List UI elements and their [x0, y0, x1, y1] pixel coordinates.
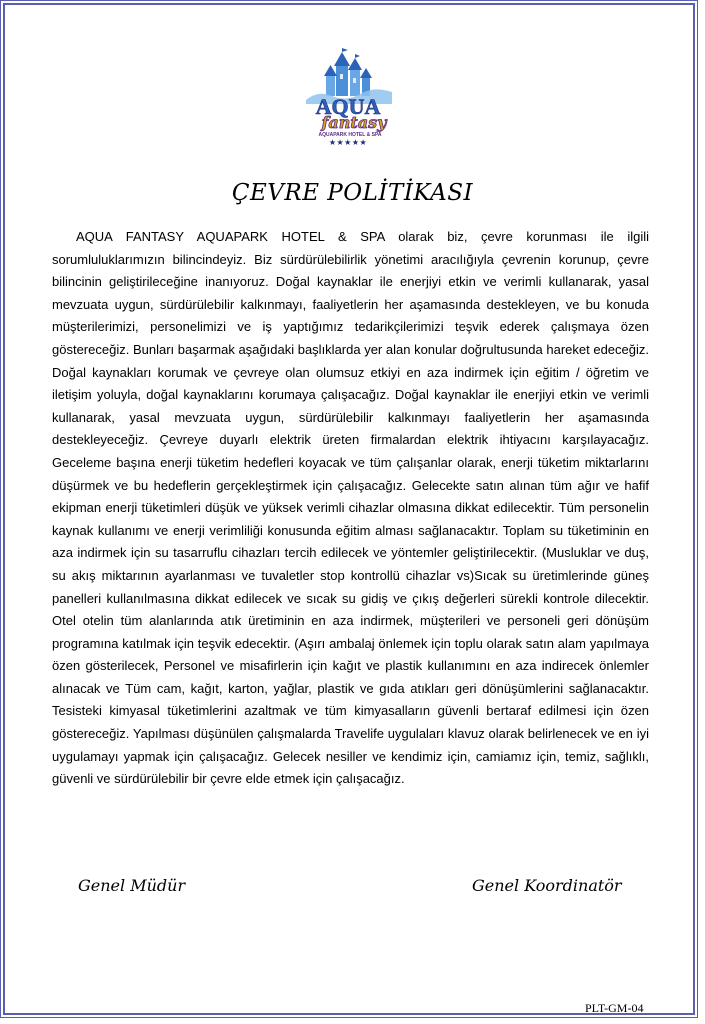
page-title: ÇEVRE POLİTİKASI: [231, 180, 474, 206]
aqua-fantasy-logo: [298, 48, 398, 150]
signature-general-coordinator: Genel Koordinatör: [472, 876, 622, 895]
brand-tagline: AQUAPARK HOTEL & SPA: [318, 132, 382, 138]
policy-body: AQUA FANTASY AQUAPARK HOTEL & SPA olarak biz, çevre korunması ile ilgili sorumluluklarımızın bilincindeyiz. Biz sürdürülebilirlik yönetimi aracılığıyla çevrenin korunup, çevre bilincinin geliştirileceğine inanıyoruz. Doğal kaynaklar ile enerjiyi etkin ve verimli kullanarak, yasal mevzuata uygun, sürdürülebilir kalkınmayı, faaliyetlerin her aşamasında destekleyen, ve bu konuda müşterilerimizi, personelimizi ve iş yaptığımız tedarikçilerimizi teşvik ederek çalışmaya özen göstereceğiz. Bunları başarmak aşağıdaki başlıklarda yer alan konular doğrultusunda hareket edeceğiz. Doğal kaynakları korumak ve çevreye olan olumsuz etkiyi en aza indirmek için eğitim / öğretim ve iletişim yoluyla, doğal kaynaklarını korumaya çalışacağız. Doğal kaynaklar ile enerjiyi etkin ve verimli kullanarak, yasal mevzuata uygun, sürdürülebilir kalkınmayı faaliyetlerin her aşamasında destekleyeceğiz. Çevreye duyarlı elektrik üreten firmalardan elektrik ihtiyacını karşılayacağız. Geceleme başına enerji tüketim hedefleri koyacak ve tüm çalışanlar olarak, enerji tüketim miktarlarını düşürmek ve bu hedeflerin gerçekleştirmek için çalışacağız. Gelecekte satın alınan tüm ağır ve hafif ekipman enerji tüketimleri düşük ve yüksek verimli cihazlar olmasına dikkat edilecektir. Tüm personelin kaynak kullanımı ve enerji verimliliği konusunda eğitim alması sağlanacaktır. Toplam su tüketiminin en aza indirmek için su tasarruflu cihazları tercih edilecek ve yöntemler geliştirilecektir. (Musluklar ve duş, su akış miktarının ayarlanması ve tuvaletler stop kontrollü cihazlar vs)Sıcak su üretimlerinde güneş panelleri kullanılmasına dikkat edilecek ve sıcak su gidiş ve çıkış değerleri sürekli kontrole dilecektir. Otel otelin tüm alanlarında atık üretiminin en aza indirmek, müşterileri ve personeli geri dönüşüm programına katılmak için teşvik edecektir. (Aşırı ambalaj önlemek için toplu olarak satın alam yapılmaya özen gösterilecek, Personel ve misafirlerin için kağıt ve plastik kullanımını en aza indirecek önlemler alınacak ve Tüm cam, kağıt, karton, yağlar, plastik ve gıda atıkları geri dönüşümlerini sağlanacaktır. Tesisteki kimyasal tüketimlerini azaltmak ve tüm kimyasalların güvenli bertaraf edilmesi için özen göstereceğiz. Yapılması düşünülen çalışmalarda Travelife uygulaları klavuz olarak belirlenecek ve en iyi uygulamayı yapmak için çalışacağız. Gelecek nesiller ve kendimiz için, camiamız için, temiz, sağlıklı, güvenli ve sürdürülebilir bir çevre elde etmek için çalışacağız.: [52, 229, 649, 787]
castle-icon: [324, 48, 372, 96]
brand-line1: AQUA: [315, 94, 381, 119]
rating-stars-icon: ★★★★★: [328, 138, 368, 147]
brand-line2: fantasy: [321, 113, 387, 132]
signature-general-manager: Genel Müdür: [78, 876, 186, 895]
document-code: PLT-GM-04: [585, 1001, 644, 1015]
